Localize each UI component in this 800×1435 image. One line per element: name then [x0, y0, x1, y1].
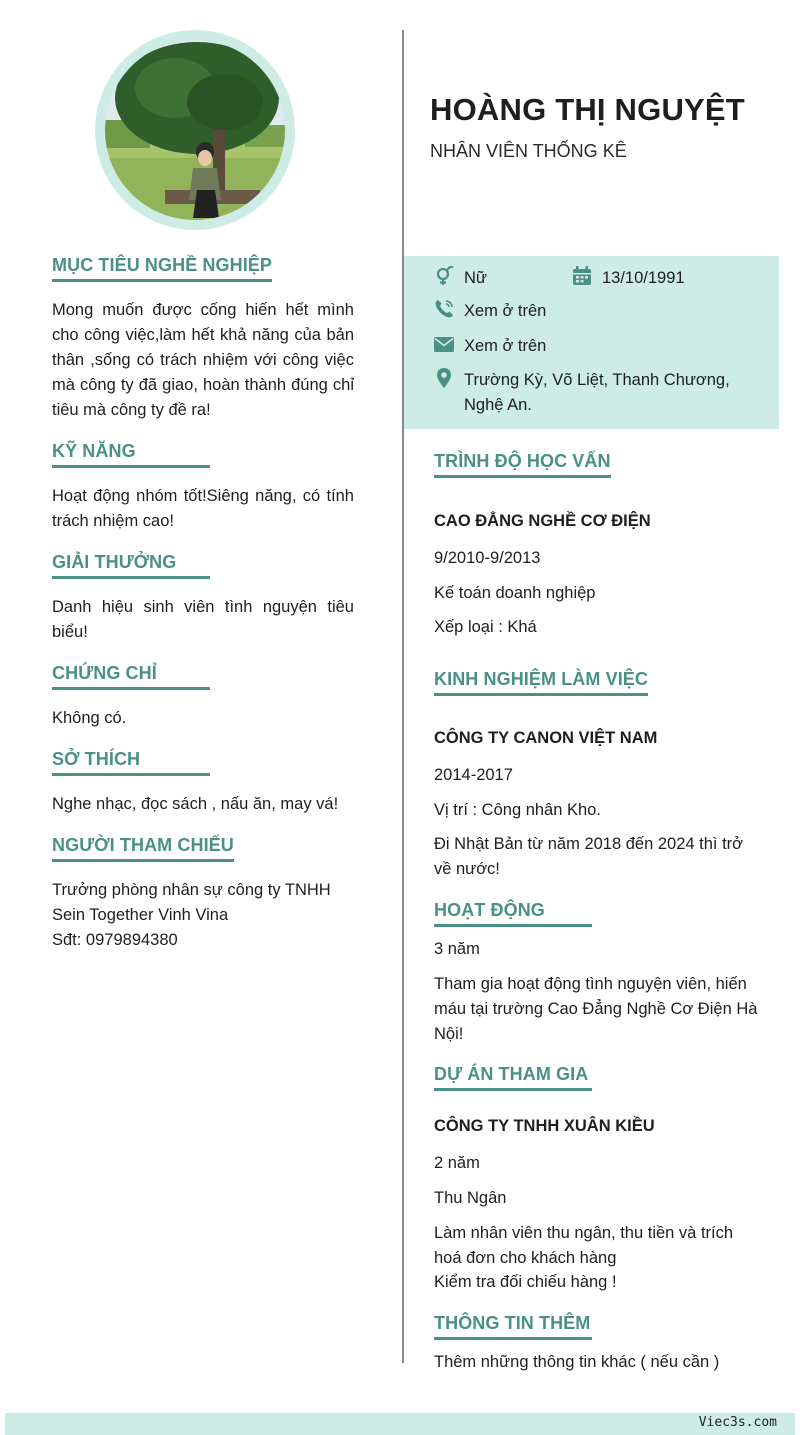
activities-text: Tham gia hoạt động tình nguyện viên, hiến máu tại trường Cao Đẳng Nghề Cơ Điện Hà Nội! [434, 975, 758, 1043]
location-icon [434, 368, 454, 388]
awards-text: Danh hiệu sinh viên tình nguyện tiêu biểu! [52, 598, 354, 641]
projects-title: DỰ ÁN THAM GIA [434, 1064, 592, 1091]
phone-icon [434, 299, 454, 319]
education-title: TRÌNH ĐỘ HỌC VẤN [434, 451, 611, 478]
skills-text: Hoạt động nhóm tốt!Siêng năng, có tính trách nhiệm cao! [52, 487, 354, 530]
email-value: Xem ở trên [464, 337, 547, 355]
phone-row [434, 299, 546, 324]
projects-line1: Làm nhân viên thu ngân, thu tiền và trích hoá đơn cho khách hàng [434, 1224, 734, 1267]
address-row [434, 368, 754, 418]
activities-section [434, 900, 769, 927]
experience-company: CÔNG TY CANON VIỆT NAM [434, 729, 658, 747]
certificates-section [52, 663, 354, 731]
gender-value: Nữ [464, 269, 487, 287]
objective-section [52, 255, 354, 423]
experience-position: Vị trí : Công nhân Kho. [434, 801, 601, 819]
projects-line2: Kiểm tra đối chiếu hàng ! [434, 1273, 617, 1291]
column-divider [402, 30, 404, 1363]
references-line1: Trưởng phòng nhân sự công ty TNHH Sein Together Vinh Vina [52, 881, 331, 924]
skills-title: KỸ NĂNG [52, 441, 210, 468]
objective-text: Mong muốn được cống hiến hết mình cho công việc,làm hết khả năng của bản thân ,sống có trách nhiệm với công việc mà công ty đã giao, hoàn thành đúng chỉ tiêu mà công ty đề ra! [52, 301, 354, 419]
birthday-value: 13/10/1991 [602, 269, 685, 287]
certificates-title: CHỨNG CHỈ [52, 663, 210, 690]
projects-company: CÔNG TY TNHH XUÂN KIỀU [434, 1117, 655, 1135]
experience-period: 2014-2017 [434, 766, 513, 784]
education-section [434, 451, 769, 478]
job-title: NHÂN VIÊN THỐNG KÊ [430, 141, 627, 161]
education-grade: Xếp loại : Khá [434, 618, 537, 636]
extra-title: THÔNG TIN THÊM [434, 1313, 592, 1340]
objective-title: MỤC TIÊU NGHỀ NGHIỆP [52, 255, 272, 282]
experience-section [434, 669, 769, 696]
gender-icon [434, 266, 454, 286]
extra-section [434, 1313, 769, 1340]
full-name: HOÀNG THỊ NGUYỆT [430, 92, 745, 127]
certificates-text: Không có. [52, 709, 127, 727]
email-row [434, 334, 546, 359]
references-section [52, 835, 354, 953]
left-column [52, 255, 354, 971]
email-icon [434, 334, 454, 354]
awards-title: GIẢI THƯỞNG [52, 552, 210, 579]
profile-photo [105, 40, 285, 220]
projects-duration: 2 năm [434, 1154, 480, 1172]
phone-value: Xem ở trên [464, 302, 547, 320]
hobbies-section [52, 749, 354, 817]
extra-text: Thêm những thông tin khác ( nếu cần ) [434, 1353, 720, 1371]
contact-info-box [404, 256, 779, 429]
awards-section [52, 552, 354, 645]
activities-duration: 3 năm [434, 940, 480, 958]
hobbies-title: SỞ THÍCH [52, 749, 210, 776]
avatar [95, 30, 295, 230]
education-school: CAO ĐẲNG NGHỀ CƠ ĐIỆN [434, 512, 651, 530]
footer-brand[interactable]: Viec3s.com [698, 1415, 777, 1430]
references-title: NGƯỜI THAM CHIẾU [52, 835, 234, 862]
experience-title: KINH NGHIỆM LÀM VIỆC [434, 669, 648, 696]
education-major: Kế toán doanh nghiệp [434, 584, 596, 602]
projects-section [434, 1064, 769, 1091]
calendar-icon [572, 266, 592, 286]
experience-note: Đi Nhật Bản từ năm 2018 đến 2024 thì trở về nước! [434, 835, 743, 878]
activities-title: HOẠT ĐỘNG [434, 900, 592, 927]
skills-section [52, 441, 354, 534]
footer-bar [5, 1413, 795, 1435]
education-period: 9/2010-9/2013 [434, 549, 541, 567]
gender-row [434, 266, 487, 291]
address-value: Trường Kỳ, Võ Liệt, Thanh Chương, Nghệ An. [464, 371, 730, 414]
references-line2: Sđt: 0979894380 [52, 931, 178, 949]
birthday-row [572, 266, 685, 291]
hobbies-text: Nghe nhạc, đọc sách , nấu ăn, may vá! [52, 795, 339, 813]
projects-role: Thu Ngân [434, 1189, 507, 1207]
